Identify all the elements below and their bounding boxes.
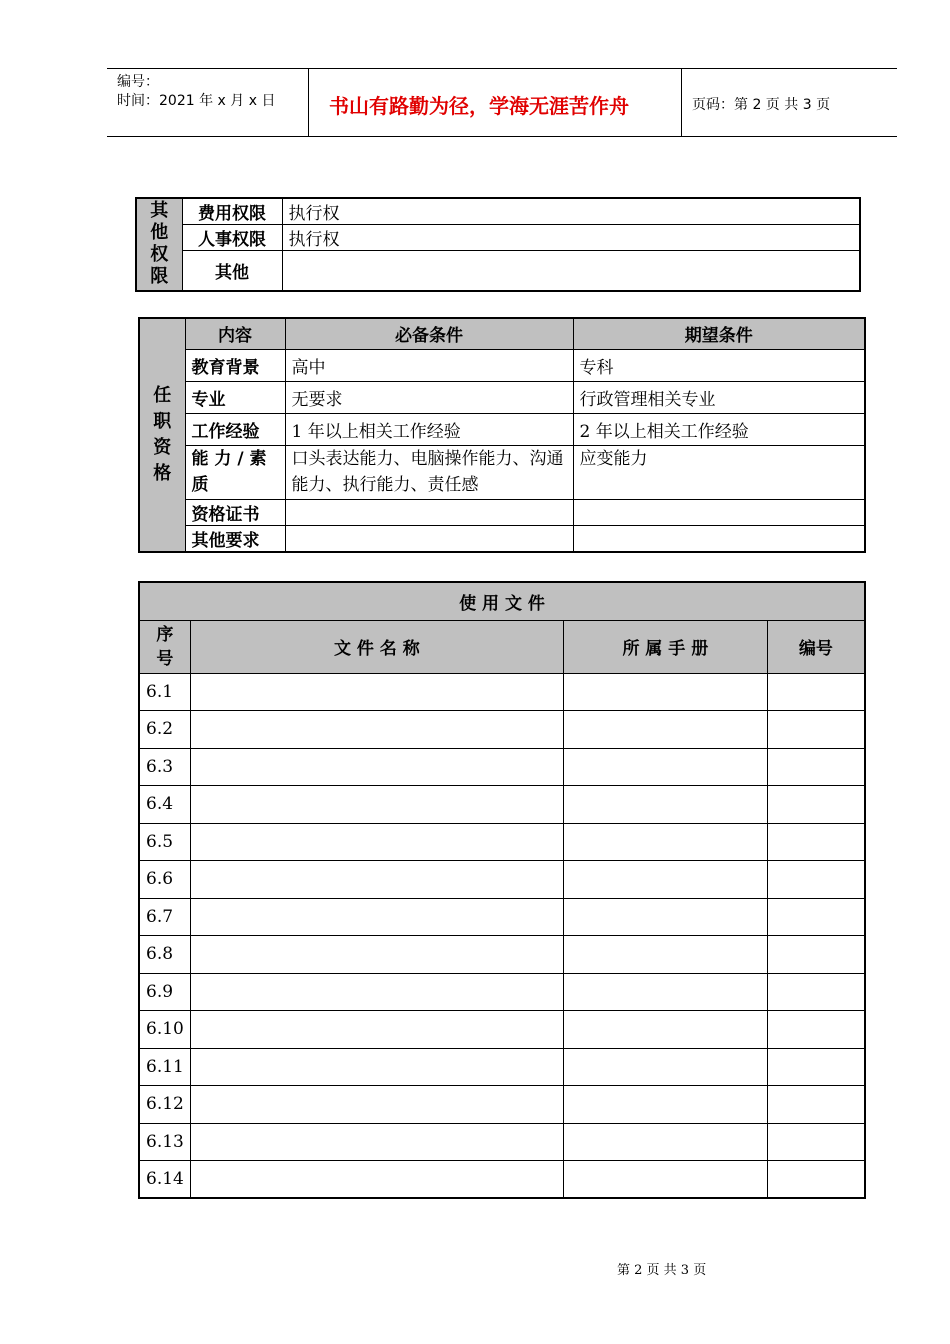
document-index: 6.4	[139, 786, 190, 824]
qualification-label: 专业	[185, 381, 285, 413]
document-number	[767, 786, 865, 824]
document-row	[139, 1086, 865, 1124]
qualification-label: 工作经验	[185, 413, 285, 445]
header-divider	[308, 68, 309, 136]
document-index: 6.9	[139, 973, 190, 1011]
document-manual	[563, 1011, 767, 1049]
qualification-label: 其他要求	[185, 525, 285, 552]
document-row	[139, 673, 865, 711]
other-rights-row-label: 其他	[182, 251, 282, 291]
documents-header-index: 序号	[139, 620, 190, 673]
documents-table	[138, 581, 866, 1199]
document-row	[139, 1048, 865, 1086]
document-index: 6.1	[139, 673, 190, 711]
qualifications-header-expected: 期望条件	[573, 318, 865, 349]
header-bottom-rule	[107, 136, 897, 137]
qualifications-header-content: 内容	[185, 318, 285, 349]
qualification-label: 教育背景	[185, 349, 285, 381]
document-number	[767, 1086, 865, 1124]
document-name	[190, 1086, 563, 1124]
document-number	[767, 823, 865, 861]
document-row	[139, 936, 865, 974]
document-manual	[563, 973, 767, 1011]
document-number	[767, 1161, 865, 1199]
qualification-required: 高中	[285, 349, 573, 381]
document-row	[139, 711, 865, 749]
document-index: 6.7	[139, 898, 190, 936]
document-index: 6.6	[139, 861, 190, 899]
qualifications-table	[138, 317, 866, 553]
header-motto: 书山有路勤为径，学海无涯苦作舟	[329, 94, 629, 118]
header-page-label: 页码：第 2 页 共 3 页	[692, 97, 831, 113]
page-footer: 第 2 页 共 3 页	[617, 1263, 707, 1278]
document-name	[190, 748, 563, 786]
document-name	[190, 786, 563, 824]
document-name	[190, 1123, 563, 1161]
documents-rows	[139, 673, 865, 1198]
document-name	[190, 1161, 563, 1199]
document-name	[190, 673, 563, 711]
document-row	[139, 786, 865, 824]
document-index: 6.5	[139, 823, 190, 861]
document-manual	[563, 898, 767, 936]
document-manual	[563, 786, 767, 824]
document-name	[190, 973, 563, 1011]
document-manual	[563, 823, 767, 861]
document-manual	[563, 711, 767, 749]
document-index: 6.3	[139, 748, 190, 786]
qualification-label: 能 力 / 素 质	[185, 445, 285, 499]
document-row	[139, 898, 865, 936]
document-manual	[563, 1086, 767, 1124]
document-manual	[563, 861, 767, 899]
document-manual	[563, 1161, 767, 1199]
qualification-required	[285, 525, 573, 552]
document-number	[767, 1048, 865, 1086]
other-rights-table	[135, 197, 861, 292]
document-manual	[563, 748, 767, 786]
qualification-required: 口头表达能力、电脑操作能力、沟通能力、执行能力、责任感	[285, 445, 573, 499]
other-rights-row-value: 执行权	[282, 225, 860, 251]
document-number	[767, 711, 865, 749]
document-manual	[563, 1048, 767, 1086]
documents-header-name: 文 件 名 称	[190, 620, 563, 673]
document-name	[190, 898, 563, 936]
documents-header-manual: 所 属 手 册	[563, 620, 767, 673]
qualifications-header-required: 必备条件	[285, 318, 573, 349]
documents-header-number: 编号	[767, 620, 865, 673]
qualification-required: 无要求	[285, 381, 573, 413]
document-number	[767, 1123, 865, 1161]
document-number	[767, 1011, 865, 1049]
other-rights-row-label: 人事权限	[182, 225, 282, 251]
qualifications-group-label: 任职资格	[139, 318, 185, 552]
document-name	[190, 711, 563, 749]
document-name	[190, 823, 563, 861]
document-manual	[563, 936, 767, 974]
document-number	[767, 748, 865, 786]
document-row	[139, 823, 865, 861]
header-divider	[681, 68, 682, 136]
document-number	[767, 898, 865, 936]
documents-title: 使 用 文 件	[139, 582, 865, 620]
document-number	[767, 861, 865, 899]
qualification-required	[285, 499, 573, 525]
document-index: 6.8	[139, 936, 190, 974]
other-rights-group-label: 其他权限	[136, 198, 182, 291]
document-index: 6.14	[139, 1161, 190, 1199]
header-top-rule	[107, 68, 897, 69]
document-manual	[563, 1123, 767, 1161]
document-index: 6.2	[139, 711, 190, 749]
document-number	[767, 673, 865, 711]
document-row	[139, 1011, 865, 1049]
qualification-expected: 专科	[573, 349, 865, 381]
document-index: 6.10	[139, 1011, 190, 1049]
document-name	[190, 1011, 563, 1049]
qualification-label: 资格证书	[185, 499, 285, 525]
qualification-expected	[573, 499, 865, 525]
other-rights-row-value	[282, 251, 860, 291]
qualification-required: 1 年以上相关工作经验	[285, 413, 573, 445]
document-name	[190, 861, 563, 899]
document-row	[139, 1161, 865, 1199]
document-row	[139, 748, 865, 786]
document-row	[139, 861, 865, 899]
document-row	[139, 1123, 865, 1161]
document-index: 6.11	[139, 1048, 190, 1086]
document-index: 6.12	[139, 1086, 190, 1124]
document-index: 6.13	[139, 1123, 190, 1161]
document-number	[767, 973, 865, 1011]
other-rights-row-value: 执行权	[282, 198, 860, 225]
other-rights-row-label: 费用权限	[182, 198, 282, 225]
document-name	[190, 1048, 563, 1086]
document-manual	[563, 673, 767, 711]
qualification-expected: 2 年以上相关工作经验	[573, 413, 865, 445]
qualification-expected: 应变能力	[573, 445, 865, 499]
document-row	[139, 973, 865, 1011]
header-time-label: 时间：2021 年 x 月 x 日	[117, 93, 276, 109]
document-number	[767, 936, 865, 974]
qualification-expected	[573, 525, 865, 552]
document-name	[190, 936, 563, 974]
header-number-label: 编号：	[117, 74, 159, 90]
qualification-expected: 行政管理相关专业	[573, 381, 865, 413]
